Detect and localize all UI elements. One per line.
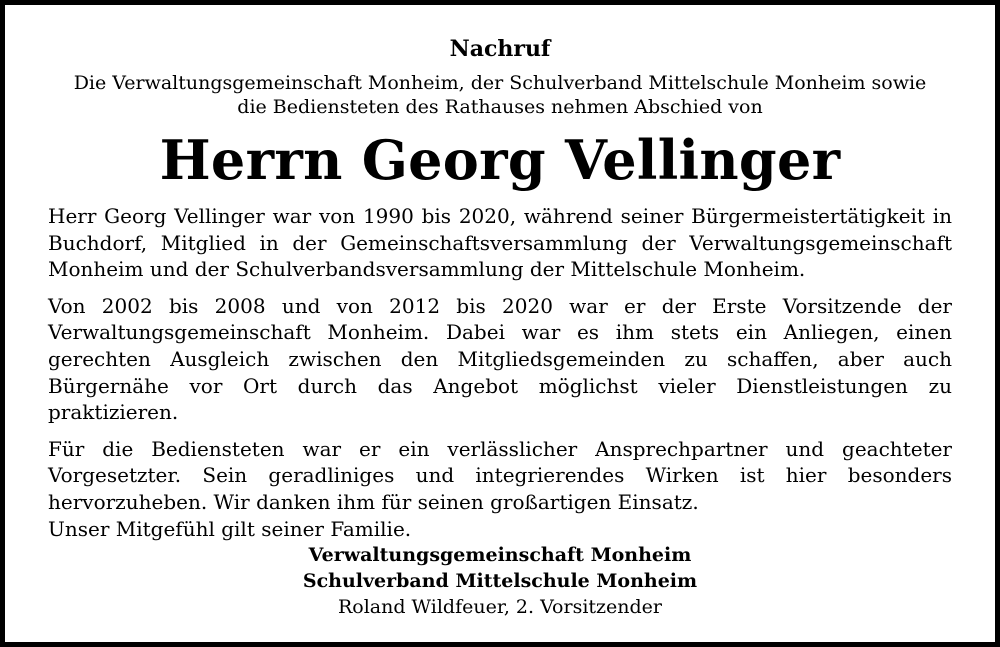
signature-block bbox=[5, 542, 995, 620]
intro-text bbox=[25, 71, 975, 119]
deceased-name: Herrn Georg Vellinger bbox=[159, 128, 841, 192]
paragraph-chairmanship: Von 2002 bis 2008 und von 2012 bis 2020 war er der Erste Vorsitzende der Verwaltungsgemeinschaft Monheim. Dabei war es ihm stets ein Anliegen, einen gerechten Ausgleich zwischen den Mitgliedsgemeinden zu schaffen, aber auch Bürgernähe vor Ort durch das Angebot möglichst vieler Dienstleistungen zu praktizieren. bbox=[48, 293, 952, 425]
intro-line-2: die Bediensteten des Rathauses nehmen Abschied von bbox=[237, 96, 763, 118]
paragraph-staff-tribute: Für die Bediensteten war er ein verlässlicher Ansprechpartner und geachteter Vorgesetzter. Sein geradliniges und integrierendes Wirken ist hier besonders hervorzuheben. Wir danken ihm für seinen großartigen Einsatz. bbox=[48, 436, 952, 514]
signature-org-school: Schulverband Mittelschule Monheim bbox=[302, 570, 698, 592]
notice-heading: Nachruf bbox=[449, 36, 551, 62]
signature-person: Roland Wildfeuer, 2. Vorsitzender bbox=[337, 596, 663, 618]
paragraph-membership: Herr Georg Vellinger war von 1990 bis 2020, während seiner Bürgermeistertätigkeit in Buchdorf, Mitglied in der Gemeinschaftsversammlung der Verwaltungsgemeinschaft Monheim und der Schulverbandsversammlung der Mittelschule Monheim. bbox=[48, 204, 952, 282]
notice-body bbox=[48, 203, 952, 542]
paragraph-condolence: Unser Mitgefühl gilt seiner Familie. bbox=[48, 516, 412, 541]
signature-org-vg: Verwaltungsgemeinschaft Monheim bbox=[308, 544, 692, 566]
intro-line-1: Die Verwaltungsgemeinschaft Monheim, der Schulverband Mittelschule Monheim sowie bbox=[73, 72, 927, 94]
